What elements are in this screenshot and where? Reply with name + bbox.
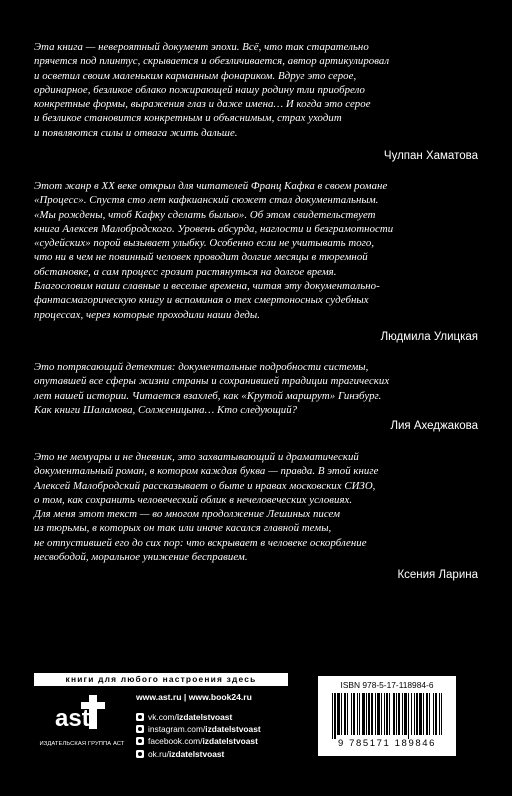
barcode-bar (334, 693, 336, 739)
social-links (136, 711, 261, 760)
barcode-bar (384, 693, 385, 735)
barcode-bar (402, 693, 403, 735)
social-prefix: vk.com/ (148, 712, 177, 723)
barcode-bar (353, 693, 355, 735)
odnoklassniki-icon (136, 750, 144, 758)
barcode-bar (347, 693, 348, 735)
barcode-bar (433, 693, 434, 735)
barcode-digits: 9 785171 189846 (338, 738, 436, 749)
social-handle: izdatelstvoast (205, 724, 261, 735)
barcode-bar (371, 693, 373, 735)
blurb-text: Эта книга — невероятный документ эпохи. Всё, что так старательно прячется под плинтус, скрывается и обезличивается, автор артикулировал и осветил своим маленьким карманным фонариком. Вдруг это серое, ординарное, безликое облако пожирающей нашу родину тли приобрело конкретные формы, выражения глаз и даже имена… И когда это серое и безликое становится конкретным и объяснимым, страх уходит и появляются силы и отвага жить дальше. (34, 41, 390, 139)
blurb-text: Это потрясающий детектив: документальные подробности системы, опутавшей все сферы жизни страны и сохранившей традиции трагических лет нашей истории. Читается взахлеб, как «Крутой маршрут» Гинзбург. Как книги Шаламова, Солженицына… Кто следующий? (34, 361, 390, 416)
barcode-bar (429, 693, 430, 735)
barcode-bar (414, 693, 415, 735)
barcode-bar (416, 693, 418, 735)
blurb-text: Этот жанр в ХХ веке открыл для читателей Франц Кафка в своем романе «Процесс». Спустя сто лет кафкианский сюжет стал документальным. «Мы рождены, чтоб Кафку сделать былью». Об этом свидетельствует книга Алексея Малобродского. Уровень абсурда, наглости и безграмотности «судейских» порой вызывает улыбку. Особенно если не учитывать того, что ни в чем не повинный человек проводит долгие месяцы в тюремной обстановке, а сам процесс грозит растянуться на долгое время. Благословим наши славные и веселые времена, читая эту документально- фантасмагорическую книгу и вспоминая о тех смертоносных судебных процессах, через которые проходили наши деды. (34, 180, 394, 321)
barcode-bar (435, 693, 437, 735)
websites[interactable]: www.ast.ru | www.book24.ru (136, 692, 252, 702)
social-prefix: instagram.com/ (148, 724, 206, 735)
blurb-author: Чулпан Хаматова (383, 150, 478, 162)
social-link-vk[interactable] (136, 711, 261, 723)
barcode-bar (426, 693, 428, 735)
barcode-bar (381, 693, 382, 735)
barcode-bar (366, 693, 367, 735)
barcode-bar (408, 693, 409, 739)
barcode-bar (439, 693, 440, 735)
publisher-name: ИЗДАТЕЛЬСКАЯ ГРУППА АСТ (39, 741, 125, 747)
blurb-author: Лия Ахеджакова (390, 420, 478, 432)
barcode-bar (351, 693, 352, 735)
social-link-odnoklassniki[interactable] (136, 748, 261, 760)
barcode-bar (344, 693, 346, 735)
social-prefix: ok.ru/ (148, 748, 169, 759)
barcode-bar (362, 693, 365, 735)
barcode-bar (411, 693, 412, 735)
barcode-bar (419, 693, 422, 735)
facebook-icon (136, 737, 144, 745)
social-handle: izdatelstvoast (176, 712, 233, 723)
tagline-banner: книги для любого настроения здесь (34, 673, 288, 686)
blurb-author: Ксения Ларина (397, 569, 478, 581)
social-link-instagram[interactable] (136, 723, 261, 735)
publisher-logo (36, 693, 128, 747)
vk-icon (136, 713, 144, 721)
blurb-text: Это не мемуары и не дневник, это захватывающий и драматический документальный роман, в котором каждая буква — правда. В этой книге Алексей Малобродский рассказывает о быте и нравах московских СИЗО, о том, как сохранить человеческий облик в нечеловеческих условиях. Для меня этот текст — во многом продолжение Лешиных писем из тюрьмы, в которых он так или иначе касался главной темы, не отпустившей его до сих пор: что вскрывает в человеке оскорбление несвободой, моральное унижение бесправием. (34, 451, 379, 564)
barcode-bar (393, 693, 395, 735)
barcode-bar (396, 693, 397, 735)
barcode-bar (441, 693, 442, 735)
barcode-bar (368, 693, 370, 735)
barcode-bar (398, 693, 400, 735)
isbn-barcode-box (318, 676, 456, 756)
social-link-facebook[interactable] (136, 735, 261, 747)
ast-logo-icon (53, 693, 111, 735)
barcode-bar (423, 693, 424, 735)
instagram-icon (136, 725, 144, 733)
isbn-number: ISBN 978-5-17-118984-6 (340, 680, 434, 690)
blurb-author: Людмила Улицкая (380, 331, 478, 343)
barcode-bar (375, 693, 376, 735)
barcode-bar (337, 693, 340, 735)
logo-text: ast (55, 705, 90, 732)
barcode-bar (404, 693, 407, 735)
barcode-bar (341, 693, 342, 735)
social-handle: izdatelstvoast (202, 736, 258, 747)
social-handle: izdatelstvoast (168, 748, 225, 759)
barcode-bar (332, 693, 333, 739)
barcode-bar (389, 693, 390, 735)
barcode-icon (328, 693, 446, 739)
barcode-bar (386, 693, 388, 735)
barcode-bar (377, 693, 380, 735)
barcode-bar (357, 693, 358, 735)
social-prefix: facebook.com/ (148, 736, 203, 747)
barcode-bar (359, 693, 360, 735)
